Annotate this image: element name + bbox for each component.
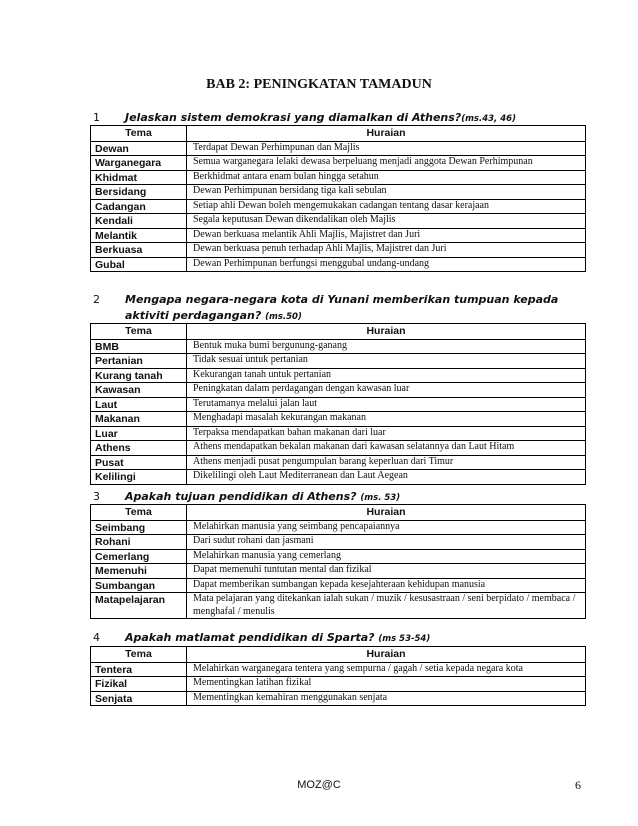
table-header-row (91, 126, 586, 142)
row-huraian: Peningkatan dalam perdagangan dengan kawasan luar (187, 383, 586, 398)
table-row (91, 199, 586, 214)
row-huraian: Tidak sesuai untuk pertanian (187, 354, 586, 369)
table-row (91, 339, 586, 354)
row-huraian: Melahirkan manusia yang seimbang pencapaiannya (187, 520, 586, 535)
table-3 (90, 504, 586, 619)
row-tema: Melantik (91, 228, 187, 243)
row-huraian: Berkhidmat antara enam bulan hingga setahun (187, 170, 586, 185)
row-tema: Senjata (91, 691, 187, 706)
header-tema: Tema (91, 647, 187, 663)
row-tema: Memenuhi (91, 564, 187, 579)
row-huraian: Terdapat Dewan Perhimpunan dan Majlis (187, 141, 586, 156)
row-huraian: Bentuk muka bumi bergunung-ganang (187, 339, 586, 354)
row-tema: Pusat (91, 455, 187, 470)
row-huraian: Dapat memberikan sumbangan kepada kesejahteraan kehidupan manusia (187, 578, 586, 593)
header-huraian: Huraian (187, 647, 586, 663)
table-row (91, 383, 586, 398)
row-huraian: Terutamanya melalui jalan laut (187, 397, 586, 412)
table-row (91, 412, 586, 427)
row-huraian: Terpaksa mendapatkan bahan makanan dari luar (187, 426, 586, 441)
table-4 (90, 646, 586, 706)
header-tema: Tema (91, 126, 187, 142)
row-huraian: Menghadapi masalah kekurangan makanan (187, 412, 586, 427)
row-tema: BMB (91, 339, 187, 354)
row-huraian: Athens mendapatkan bekalan makanan dari kawasan selatannya dan Laut Hitam (187, 441, 586, 456)
table-row (91, 578, 586, 593)
table-header-row (91, 324, 586, 340)
table-2 (90, 323, 586, 485)
page-title: BAB 2: PENINGKATAN TAMADUN (206, 77, 432, 92)
row-tema: Matapelajaran (91, 593, 187, 619)
table-row (91, 156, 586, 171)
row-huraian: Athens menjadi pusat pengumpulan barang keperluan dari Timur (187, 455, 586, 470)
row-huraian: Melahirkan manusia yang cemerlang (187, 549, 586, 564)
page-reference: (ms. 53) (360, 493, 401, 503)
row-tema: Athens (91, 441, 187, 456)
page-reference: (ms.50) (265, 312, 302, 322)
table-row (91, 257, 586, 272)
table-1 (90, 125, 586, 272)
header-huraian: Huraian (187, 505, 586, 521)
question-number: 4 (93, 631, 100, 644)
question-text: Apakah tujuan pendidikan di Athens? (125, 490, 357, 503)
row-tema: Bersidang (91, 185, 187, 200)
table-row (91, 441, 586, 456)
page-reference: (ms 53-54) (378, 634, 431, 644)
question-number: 1 (93, 111, 100, 124)
row-tema: Khidmat (91, 170, 187, 185)
row-huraian: Dari sudut rohani dan jasmani (187, 535, 586, 550)
row-tema: Luar (91, 426, 187, 441)
row-huraian: Semua warganegara lelaki dewasa berpeluang menjadi anggota Dewan Perhimpunan (187, 156, 586, 171)
row-huraian: Mementingkan latihan fizikal (187, 677, 586, 692)
row-huraian: Dikelilingi oleh Laut Mediterranean dan Laut Aegean (187, 470, 586, 485)
table-header-row (91, 647, 586, 663)
row-tema: Dewan (91, 141, 187, 156)
row-tema: Laut (91, 397, 187, 412)
row-tema: Warganegara (91, 156, 187, 171)
table-row (91, 426, 586, 441)
table-row (91, 520, 586, 535)
row-tema: Kawasan (91, 383, 187, 398)
row-huraian: Dapat memenuhi tuntutan mental dan fizikal (187, 564, 586, 579)
table-row (91, 677, 586, 692)
row-tema: Gubal (91, 257, 187, 272)
row-tema: Kelilingi (91, 470, 187, 485)
row-huraian: Mementingkan kemahiran menggunakan senjata (187, 691, 586, 706)
table-row (91, 228, 586, 243)
row-tema: Sumbangan (91, 578, 187, 593)
table-row (91, 470, 586, 485)
row-tema: Rohani (91, 535, 187, 550)
table-row (91, 535, 586, 550)
table-row (91, 662, 586, 677)
row-huraian: Segala keputusan Dewan dikendalikan oleh Majlis (187, 214, 586, 229)
row-huraian: Dewan berkuasa melantik Ahli Majlis, Majistret dan Juri (187, 228, 586, 243)
row-tema: Kurang tanah (91, 368, 187, 383)
row-huraian: Kekurangan tanah untuk pertanian (187, 368, 586, 383)
header-huraian: Huraian (187, 126, 586, 142)
question-text: Mengapa negara-negara kota di Yunani memberikan tumpuan kepada aktiviti perdagangan? (125, 293, 559, 322)
row-tema: Seimbang (91, 520, 187, 535)
row-tema: Cemerlang (91, 549, 187, 564)
row-huraian: Setiap ahli Dewan boleh mengemukakan cadangan tentang dasar kerajaan (187, 199, 586, 214)
row-tema: Fizikal (91, 677, 187, 692)
table-row (91, 214, 586, 229)
table-row (91, 564, 586, 579)
table-row (91, 397, 586, 412)
header-huraian: Huraian (187, 324, 586, 340)
question-4 (93, 630, 593, 647)
header-tema: Tema (91, 505, 187, 521)
row-tema: Cadangan (91, 199, 187, 214)
table-row (91, 455, 586, 470)
table-row (91, 185, 586, 200)
row-huraian: Dewan Perhimpunan berfungsi menggubal undang-undang (187, 257, 586, 272)
question-number: 2 (93, 293, 100, 306)
row-tema: Kendali (91, 214, 187, 229)
table-row (91, 170, 586, 185)
row-huraian: Dewan berkuasa penuh terhadap Ahli Majlis, Majistret dan Juri (187, 243, 586, 258)
question-text: Jelaskan sistem demokrasi yang diamalkan di Athens? (125, 111, 462, 124)
page-reference: (ms.43, 46) (461, 114, 516, 124)
row-tema: Makanan (91, 412, 187, 427)
header-tema: Tema (91, 324, 187, 340)
table-row (91, 368, 586, 383)
question-number: 3 (93, 490, 100, 503)
table-row (91, 593, 586, 619)
table-row (91, 243, 586, 258)
row-tema: Pertanian (91, 354, 187, 369)
question-text: Apakah matlamat pendidikan di Sparta? (125, 631, 375, 644)
table-row (91, 141, 586, 156)
footer-author: MOZ@C (297, 779, 341, 791)
table-row (91, 691, 586, 706)
table-header-row (91, 505, 586, 521)
row-huraian: Melahirkan warganegara tentera yang sempurna / gagah / setia kepada negara kota (187, 662, 586, 677)
row-tema: Tentera (91, 662, 187, 677)
row-huraian: Dewan Perhimpunan bersidang tiga kali sebulan (187, 185, 586, 200)
page-number: 6 (575, 778, 581, 792)
table-row (91, 354, 586, 369)
row-tema: Berkuasa (91, 243, 187, 258)
question-2 (93, 292, 593, 325)
row-huraian: Mata pelajaran yang ditekankan ialah sukan / muzik / kesusastraan / seni berpidato / membaca / menghafal / menulis (187, 593, 586, 619)
table-row (91, 549, 586, 564)
